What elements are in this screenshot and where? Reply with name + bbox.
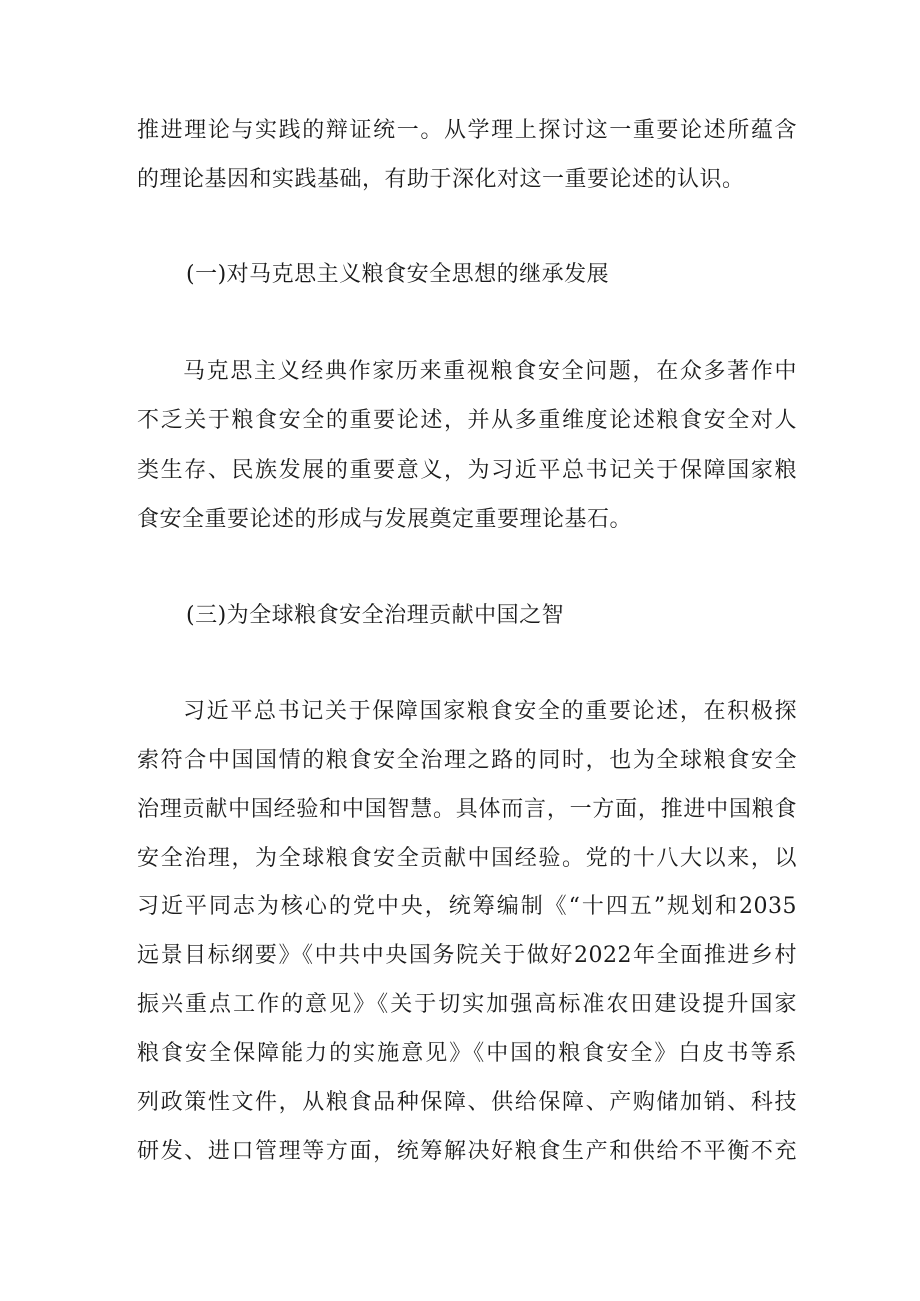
para2-line-5: 习近平同志为核心的党中央，统筹编制《“十四五”规划和2035 (137, 894, 797, 919)
para1-line-1: 马克思主义经典作家历来重视粮食安全问题，在众多著作中 (183, 359, 797, 384)
para1-line-3: 类生存、民族发展的重要意义，为习近平总书记关于保障国家粮 (137, 458, 797, 483)
section-heading-1: (一)对马克思主义粮食安全思想的继承发展 (186, 262, 610, 287)
para2-line-9: 列政策性文件，从粮食品种保障、供给保障、产购储加销、科技 (137, 1090, 797, 1115)
para1-line-2: 不乏关于粮食安全的重要论述，并从多重维度论述粮食安全对人 (137, 408, 797, 433)
para1-line-4: 食安全重要论述的形成与发展奠定重要理论基石。 (137, 507, 633, 532)
intro-line-1: 推进理论与实践的辩证统一。从学理上探讨这一重要论述所蕴含 (137, 118, 797, 143)
para2-line-6: 远景目标纲要》《中共中央国务院关于做好2022年全面推进乡村 (137, 943, 797, 968)
intro-line-2: 的理论基因和实践基础，有助于深化对这一重要论述的认识。 (137, 167, 745, 192)
para2-line-8: 粮食安全保障能力的实施意见》《中国的粮食安全》白皮书等系 (137, 1041, 797, 1066)
para2-line-10: 研发、进口管理等方面，统筹解决好粮食生产和供给不平衡不充 (137, 1139, 797, 1164)
para2-line-4: 安全治理，为全球粮食安全贡献中国经验。党的十八大以来，以 (137, 846, 797, 871)
section-heading-2: (三)为全球粮食安全治理贡献中国之智 (186, 603, 565, 628)
para2-line-2: 索符合中国国情的粮食安全治理之路的同时，也为全球粮食安全 (137, 748, 797, 773)
para2-line-7: 振兴重点工作的意见》《关于切实加强高标准农田建设提升国家 (137, 992, 797, 1017)
para2-line-1: 习近平总书记关于保障国家粮食安全的重要论述，在积极探 (183, 699, 797, 724)
para2-line-3: 治理贡献中国经验和中国智慧。具体而言，一方面，推进中国粮食 (137, 797, 797, 822)
